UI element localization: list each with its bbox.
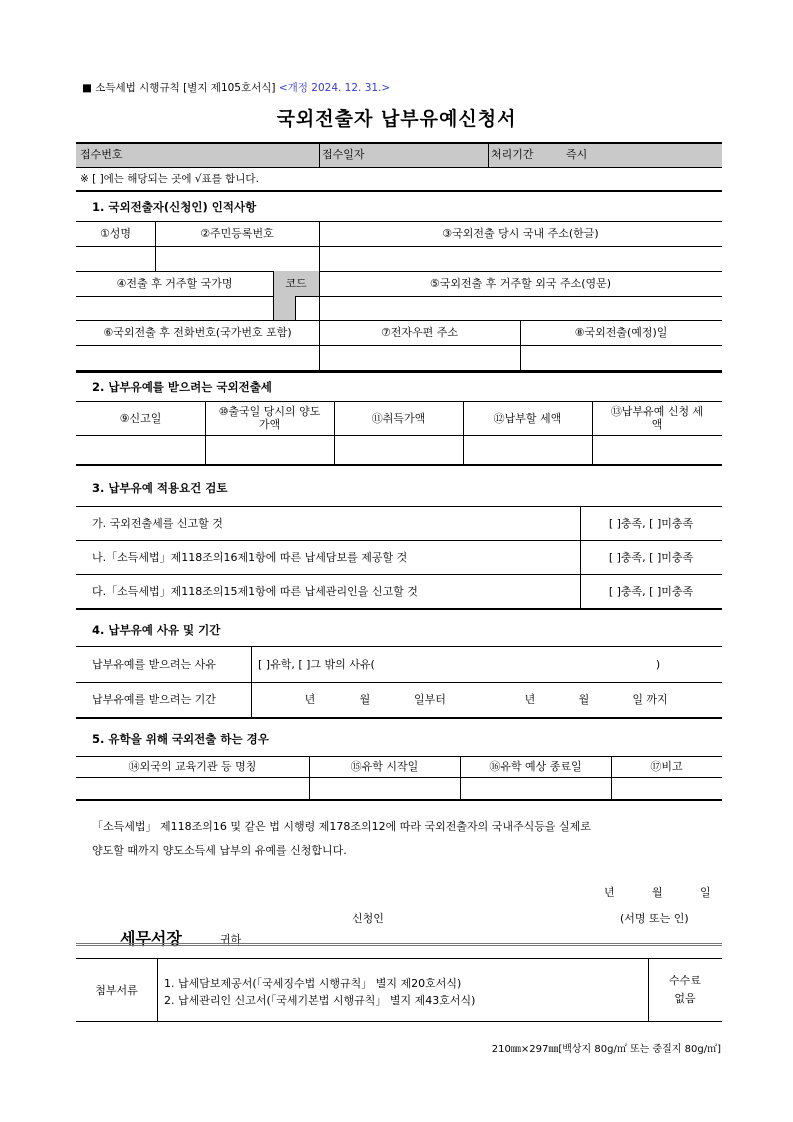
period-year1: 년 [304,693,316,706]
acquisition-field[interactable] [334,435,463,464]
requirement-item-2: 나.「소득세법」제118조의16제1항에 따른 납세담보를 제공할 것 [92,550,408,564]
report-date-header: ⑨신고일 [119,411,162,425]
reason-options[interactable]: [ ]유학, [ ]그 밖의 사유( [258,657,375,671]
signature-label: (서명 또는 인) [620,912,689,925]
deferral-amount-line1: ⑬납부유예 신청 세 [610,405,704,418]
period-label: 납부유예를 받으려는 기간 [92,693,216,706]
revision-link[interactable]: <개정 2024. 12. 31.> [278,82,391,94]
email-header: ⑦전자우편 주소 [380,326,459,339]
section5-title: 5. 유학을 위해 국외전출 하는 경우 [92,732,269,746]
form-reference [82,80,390,95]
declaration-line1: 「소득세법」 제118조의16 및 같은 법 시행령 제178조의12에 따라 국외전출자의 국내주식등을 실제로 [92,820,591,833]
institution-header: ⑭외국의 교육기관 등 명칭 [128,760,257,773]
receipt-number-label: 접수번호 [80,148,123,161]
study-start-field[interactable] [309,777,460,799]
sign-year: 년 [604,886,615,899]
remarks-header: ⑰비고 [650,760,683,773]
fee-value: 없음 [674,991,696,1005]
name-header: ①성명 [99,227,132,240]
code-header: 코드 [285,277,307,290]
processing-period-label: 처리기간 [491,148,534,161]
requirement-status-1[interactable]: [ ]충족, [ ]미충족 [608,516,694,530]
period-month2: 월 [578,693,590,706]
email-field[interactable] [319,345,520,370]
domestic-address-field[interactable] [319,246,722,271]
deferral-amount-header [592,401,722,435]
resident-number-header: ②주민등록번호 [200,227,274,240]
remarks-field[interactable] [611,777,722,799]
attachment-item-1: 1. 납세담보제공서(「국세징수법 시행규칙」 별지 제20호서식) [164,977,462,990]
study-start-header: ⑮유학 시작일 [350,760,419,773]
section3-title: 3. 납부유예 적용요건 검토 [92,481,228,495]
requirement-status-3[interactable]: [ ]충족, [ ]미충족 [608,584,694,598]
period-to: 일 까지 [632,693,668,706]
code-field-2[interactable] [295,296,319,320]
transfer-value-line1: ⑩출국일 당시의 양도 [218,405,321,418]
code-field-1[interactable] [273,296,295,320]
tax-amount-header: ⑫납부할 세액 [493,411,562,425]
paper-size-note: 210㎜×297㎜[백상지 80g/㎡ 또는 중질지 80g/㎡] [491,1044,721,1055]
section1-title: 1. 국외전출자(신청인) 인적사항 [92,200,257,214]
requirement-item-1: 가. 국외전출세를 신고할 것 [92,516,223,530]
transfer-value-header [205,401,334,435]
reason-label: 납부유예를 받으려는 사유 [92,657,216,671]
phone-field[interactable] [76,345,319,370]
period-month1: 월 [359,693,371,706]
processing-period-value: 즉시 [566,148,588,161]
domestic-address-header: ③국외전출 당시 국내 주소(한글) [442,227,599,240]
country-header: ④전출 후 거주할 국가명 [116,277,233,290]
requirement-item-3: 다.「소득세법」제118조의15제1항에 따른 납세관리인을 신고할 것 [92,584,418,598]
study-end-field[interactable] [460,777,611,799]
country-field[interactable] [76,296,273,320]
applicant-label: 신청인 [352,912,384,925]
sign-day: 일 [700,886,711,899]
reason-close: ) [655,657,661,671]
foreign-address-field[interactable] [319,296,722,320]
addressee-suffix: 귀하 [220,933,242,946]
phone-header: ⑥국외전출 후 전화번호(국가번호 포함) [103,326,292,339]
institution-field[interactable] [76,777,309,799]
section2-title: 2. 납부유예를 받으려는 국외전출세 [92,380,272,394]
receipt-bar [76,142,722,167]
attachment-label: 첨부서류 [95,983,138,997]
page-title: 국외전출자 납부유예신청서 [276,108,517,130]
check-note: ※ [ ]에는 해당되는 곳에 √표를 합니다. [80,172,259,185]
deferral-amount-line2: 액 [651,418,663,431]
deferral-amount-field[interactable] [592,435,722,464]
period-from: 일부터 [414,693,446,706]
attachment-item-2: 2. 납세관리인 신고서(「국세기본법 시행규칙」 별지 제43호서식) [164,994,476,1007]
departure-date-header: ⑧국외전출(예정)일 [574,326,668,339]
fee-label: 수수료 [669,973,701,987]
declaration-line2: 양도할 때까지 양도소득세 납부의 유예를 신청합니다. [92,844,347,857]
foreign-address-header: ⑤국외전출 후 거주할 외국 주소(영문) [429,277,612,290]
departure-date-field[interactable] [520,345,722,370]
resident-number-field[interactable] [155,246,319,271]
section4-title: 4. 납부유예 사유 및 기간 [92,623,221,637]
study-end-header: ⑯유학 예상 종료일 [489,760,582,773]
sign-month: 월 [652,886,663,899]
acquisition-header: ⑪취득가액 [371,411,426,425]
receipt-date-label: 접수일자 [322,148,365,161]
transfer-value-field[interactable] [205,435,334,464]
transfer-value-line2: 가액 [258,418,281,431]
regulation-text: ■ 소득세법 시행규칙 [별지 제105호서식] [82,82,276,94]
report-date-field[interactable] [76,435,205,464]
requirement-status-2[interactable]: [ ]충족, [ ]미충족 [608,550,694,564]
tax-amount-field[interactable] [463,435,592,464]
period-year2: 년 [524,693,536,706]
name-field[interactable] [76,246,155,271]
tax-office-title: 세무서장 [120,929,182,948]
